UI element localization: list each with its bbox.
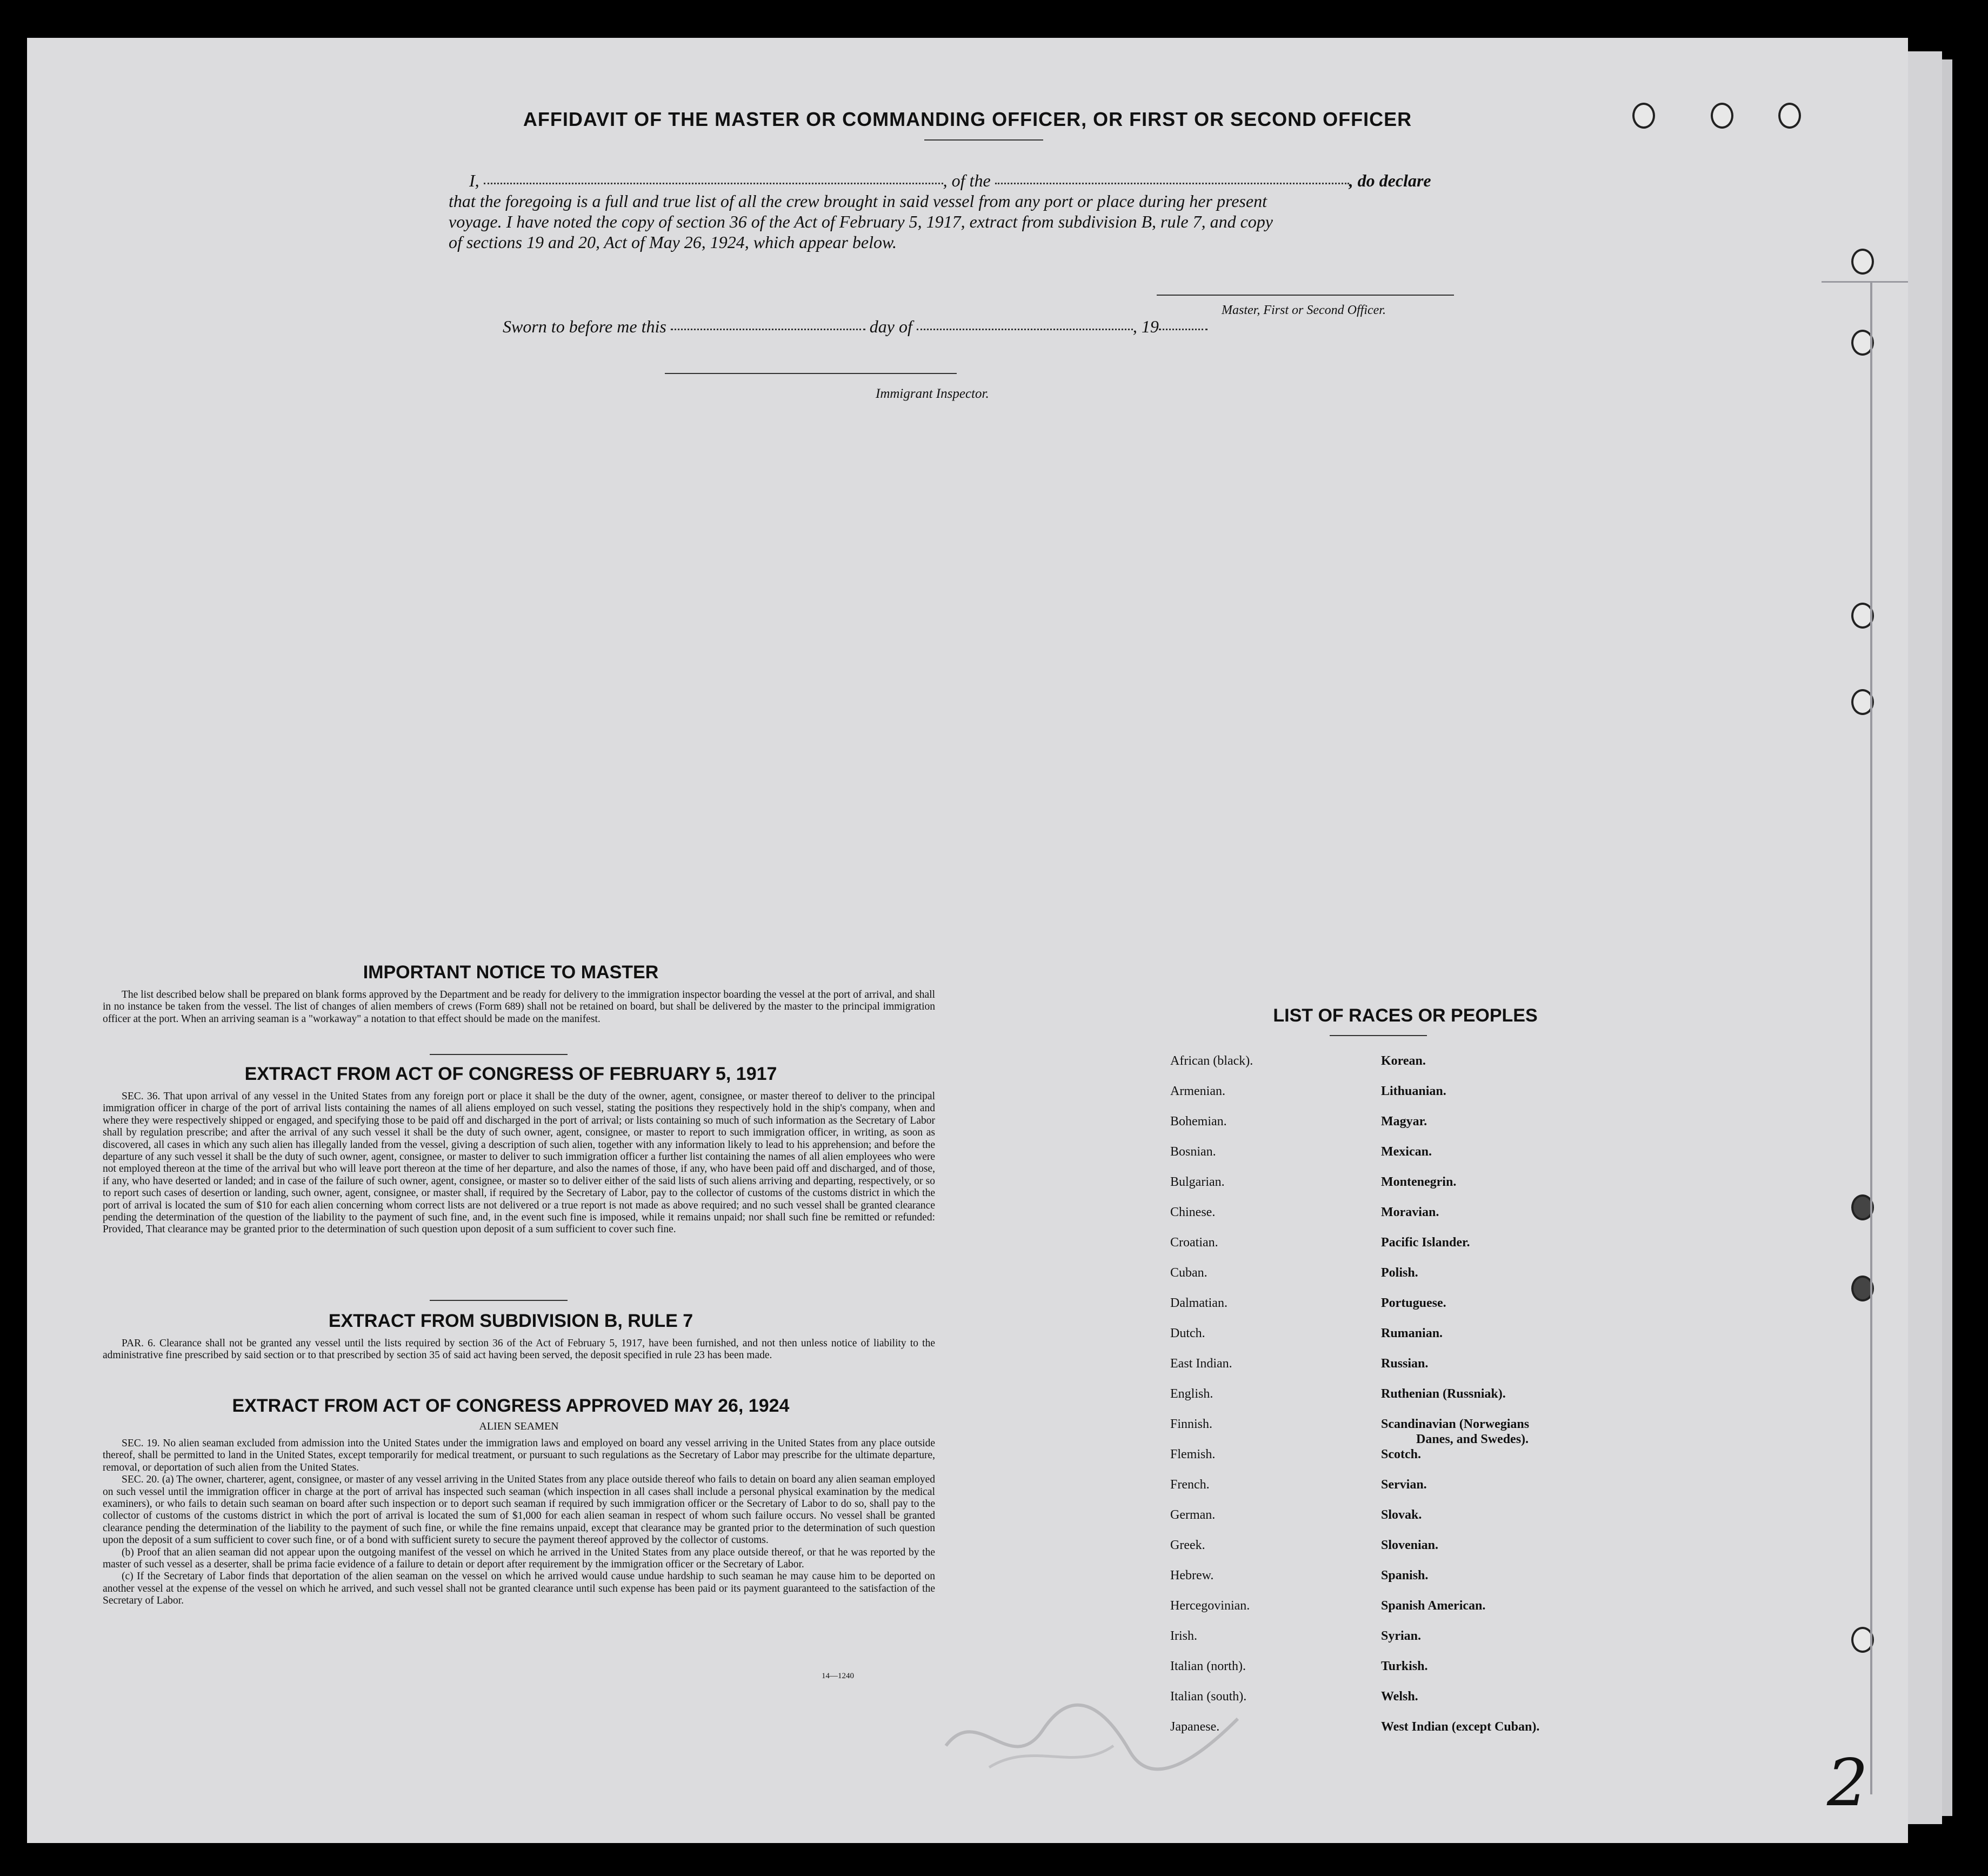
race-item: Lithuanian. xyxy=(1381,1084,1446,1098)
race-item: German. xyxy=(1170,1508,1216,1522)
race-item: Japanese. xyxy=(1170,1720,1220,1734)
sec19-text: SEC. 19. No alien seaman excluded from admission into the United States under the immigration laws and employed on board any vessel arriving in the United States from any place outside thereof, shall be permitted to land in the United States, except temporarily for medical treatment, or pursuant to such regulations as the Secretary of Labor may prescribe for the ultimate departure, removal, or deportation of such alien from the United States. xyxy=(103,1438,935,1473)
race-item: Magyar. xyxy=(1381,1114,1427,1129)
race-item: Bosnian. xyxy=(1170,1145,1216,1159)
notice-title: IMPORTANT NOTICE TO MASTER xyxy=(363,962,659,983)
sec20c-text: (c) If the Secretary of Labor finds that deportation of the alien seaman on the vessel on which he arrived would cause undue hardship to such seaman he may cause him to be deported on another vessel at the expense of the vessel on which he arrived, and such vessel shall not be granted clearance until such expense has been paid or its payment guaranteed to the satisfaction of the Secretary of Labor. xyxy=(103,1571,935,1607)
affidavit-line2: that the foregoing is a full and true list of all the crew brought in said vessel from any port or place during her present xyxy=(449,191,1267,211)
race-item: Korean. xyxy=(1381,1054,1426,1068)
race-item: Croatian. xyxy=(1170,1236,1218,1250)
race-item: Hercegovinian. xyxy=(1170,1599,1250,1613)
grid-line xyxy=(1822,281,1908,283)
race-item: Spanish American. xyxy=(1381,1599,1486,1613)
race-item: Servian. xyxy=(1381,1478,1427,1492)
race-item: Turkish. xyxy=(1381,1659,1428,1673)
subdivision-b-title: EXTRACT FROM SUBDIVISION B, RULE 7 xyxy=(328,1311,693,1331)
race-item: Mexican. xyxy=(1381,1145,1432,1159)
race-item: Russian. xyxy=(1381,1357,1429,1371)
title-rule xyxy=(924,139,1043,141)
sworn-label: Sworn to before me this xyxy=(503,317,666,336)
races-rule xyxy=(1330,1035,1427,1036)
race-item: Chinese. xyxy=(1170,1205,1216,1219)
affidavit-line1 xyxy=(469,170,1523,191)
race-item: Pacific Islander. xyxy=(1381,1236,1470,1250)
race-item: Hebrew. xyxy=(1170,1568,1214,1583)
race-item: Scandinavian (Norwegians xyxy=(1381,1417,1530,1431)
affidavit-title: AFFIDAVIT OF THE MASTER OR COMMANDING OFFICER, OR FIRST OR SECOND OFFICER xyxy=(523,108,1412,130)
affidavit-line4: of sections 19 and 20, Act of May 26, 1924, which appear below. xyxy=(449,232,897,252)
race-item: Syrian. xyxy=(1381,1629,1422,1643)
notice-body xyxy=(103,989,935,1025)
of-the-label: , of the xyxy=(943,171,991,190)
race-item: Armenian. xyxy=(1170,1084,1225,1098)
race-item: Danes, and Swedes). xyxy=(1416,1432,1529,1446)
punch-hole xyxy=(1851,249,1874,275)
race-item: Finnish. xyxy=(1170,1417,1213,1431)
race-item: African (black). xyxy=(1170,1054,1253,1068)
race-item: West Indian (except Cuban). xyxy=(1381,1720,1540,1734)
race-item: Scotch. xyxy=(1381,1447,1421,1461)
day-of-label: day of xyxy=(869,317,912,336)
inspector-label: Immigrant Inspector. xyxy=(876,386,989,401)
race-item: Montenegrin. xyxy=(1381,1175,1457,1189)
race-item: Bulgarian. xyxy=(1170,1175,1225,1189)
race-item: Italian (south). xyxy=(1170,1690,1247,1704)
sec20b-text: (b) Proof that an alien seaman did not appear upon the outgoing manifest of the vessel on which he arrived in the United States from any place outside thereof, or that he was reported by the master of such vessel as a deserter, shall be prima facie evidence of a failure to detain or deport after requirement by the immigration officer or the Secretary of Labor. xyxy=(103,1546,935,1571)
subdivision-b-body xyxy=(103,1338,935,1362)
race-item: Cuban. xyxy=(1170,1266,1208,1280)
month-field[interactable] xyxy=(917,326,1133,330)
master-signature-line[interactable] xyxy=(1157,295,1454,296)
race-item: Welsh. xyxy=(1381,1690,1418,1704)
race-item: Irish. xyxy=(1170,1629,1197,1643)
do-declare-label: , do declare xyxy=(1349,171,1431,190)
race-item: Slovenian. xyxy=(1381,1538,1439,1552)
notice-text: The list described below shall be prepared on blank forms approved by the Department and be ready for delivery to the immigration inspector boarding the vessel at the port of arrival, and shall in no instance be taken from the vessel. The list of changes of alien members of crews (Form 689) shall not be retained on board, but shall be delivered by the master to the principal immigration officer at the port. When an arriving seaman is a "workaway" a notation to that effect should be made on the manifest. xyxy=(103,989,935,1025)
manifest-sheet xyxy=(27,38,1908,1843)
race-item: Rumanian. xyxy=(1381,1326,1443,1340)
inspector-signature-line[interactable] xyxy=(665,373,957,374)
form-number: 14—1240 xyxy=(822,1672,854,1680)
master-label: Master, First or Second Officer. xyxy=(1222,303,1386,317)
grid-line xyxy=(1870,281,1872,1794)
handwritten-mark: 2 xyxy=(1827,1746,1869,1821)
vessel-field[interactable] xyxy=(995,181,1349,184)
race-item: Bohemian. xyxy=(1170,1114,1227,1129)
sec20a-text: SEC. 20. (a) The owner, charterer, agent, consignee, or master of any vessel arriving in the United States from any place outside thereof who fails to detain on board any alien seaman employed on such vessel until the immigration officer in charge at the port of arrival has inspected such seaman (which inspection in all cases shall include a personal physical examination by the medical examiners), or who fails to detain such seaman on board after such inspection or to deport such seaman if required by such immigration officer or the Secretary of Labor to do so, shall pay to the collector of customs of the customs district in which the port of arrival is located the sum of $1,000 for each alien seaman in respect of whom such failure occurs. No vessel shall be granted clearance pending the determination of the liability to the payment of such fine, or while the fine remains unpaid, except that clearance may be granted prior to the determination of such question upon the deposit of a sum sufficient to cover such fine, or of a bond with sufficient surety to secure the payment thereof approved by the collector of customs. xyxy=(103,1474,935,1546)
race-item: English. xyxy=(1170,1387,1213,1401)
race-item: Dutch. xyxy=(1170,1326,1205,1340)
race-item: Greek. xyxy=(1170,1538,1205,1552)
race-item: Flemish. xyxy=(1170,1447,1216,1461)
extract-1917-body xyxy=(103,1091,935,1236)
day-field[interactable] xyxy=(671,326,865,330)
race-item: East Indian. xyxy=(1170,1357,1232,1371)
race-item: Dalmatian. xyxy=(1170,1296,1228,1310)
i-label: I, xyxy=(469,171,479,190)
race-item: Polish. xyxy=(1381,1266,1418,1280)
race-item: Slovak. xyxy=(1381,1508,1422,1522)
alien-seamen-subtitle: ALIEN SEAMEN xyxy=(479,1420,559,1432)
race-item: Ruthenian (Russniak). xyxy=(1381,1387,1506,1401)
name-field[interactable] xyxy=(484,181,943,184)
race-item: Portuguese. xyxy=(1381,1296,1446,1310)
year-field[interactable] xyxy=(1159,326,1208,330)
section-rule xyxy=(430,1300,568,1301)
races-title: LIST OF RACES OR PEOPLES xyxy=(1273,1005,1538,1026)
race-item: Moravian. xyxy=(1381,1205,1439,1219)
race-item: French. xyxy=(1170,1478,1210,1492)
affidavit-line3: voyage. I have noted the copy of section 36 of the Act of February 5, 1917, extract from subdivision B, rule 7, and copy xyxy=(449,212,1273,231)
par6-text: PAR. 6. Clearance shall not be granted any vessel until the lists required by section 36 of the Act of February 5, 1917, have been furnished, and not then unless notice of liability to the administrative fine prescribed by said section or to that prescribed by section 35 of said act having been served, the deposit specified in rule 23 has been made. xyxy=(103,1338,935,1361)
sworn-line xyxy=(503,316,1259,337)
race-item: Spanish. xyxy=(1381,1568,1429,1583)
race-item: Italian (north). xyxy=(1170,1659,1246,1673)
extract-1924-body xyxy=(103,1438,935,1607)
section-rule xyxy=(430,1054,568,1055)
extract-1917-title: EXTRACT FROM ACT OF CONGRESS OF FEBRUARY 5, 1917 xyxy=(244,1064,777,1084)
sec36-text: SEC. 36. That upon arrival of any vessel in the United States from any foreign port or place it shall be the duty of the owner, agent, consignee, or master thereof to deliver to the principal immigration officer in charge of the port of arrival lists containing the names of all aliens employed on such vessel, stating the positions they respectively hold in the ship's company, when and where they were respectively shipped or engaged, and specifying those to be paid off and discharged in the port of arrival; or lists containing so much of such information as the Secretary of Labor shall by regulation prescribe; and after the arrival of any such vessel it shall be the duty of such owner, agent, consignee, or master to report to such immigration officer, in writing, as soon as discovered, all cases in which any such alien has illegally landed from the vessel, giving a description of such alien, together with any information likely to lead to his apprehension; and before the departure of any such vessel it shall be the duty of such owner, agent, consignee, or master to deliver to such immigration officer a further list containing the names of all alien employees who were not employed thereon at the time of the arrival but who will leave port thereon at the time of her departure, and also the names of those, if any, who have been paid off and discharged, and of those, if any, who have deserted or landed; and in case of the failure of such owner, agent, consignee, or master so to deliver either of the said lists of such aliens arriving and departing, respectively, or so to report such cases of desertion or landing, such owner, agent, consignee, or master shall, if required by the Secretary of Labor, pay to the collector of customs of the customs district in which the port of arrival is located the sum of $10 for each alien concerning whom correct lists are not delivered or a true report is not made as above required; and no such vessel shall be granted clearance pending the determination of the question of the liability to the payment of such fine, and, in the event such fine is imposed, while it remains unpaid; nor shall such fine be remitted or refunded: Provided, That clearance may be granted prior to the determination of such question upon deposit of a sum sufficient to cover such fine. xyxy=(103,1091,935,1236)
extract-1924-title: EXTRACT FROM ACT OF CONGRESS APPROVED MAY 26, 1924 xyxy=(232,1396,790,1416)
year-label: , 19 xyxy=(1132,317,1159,336)
